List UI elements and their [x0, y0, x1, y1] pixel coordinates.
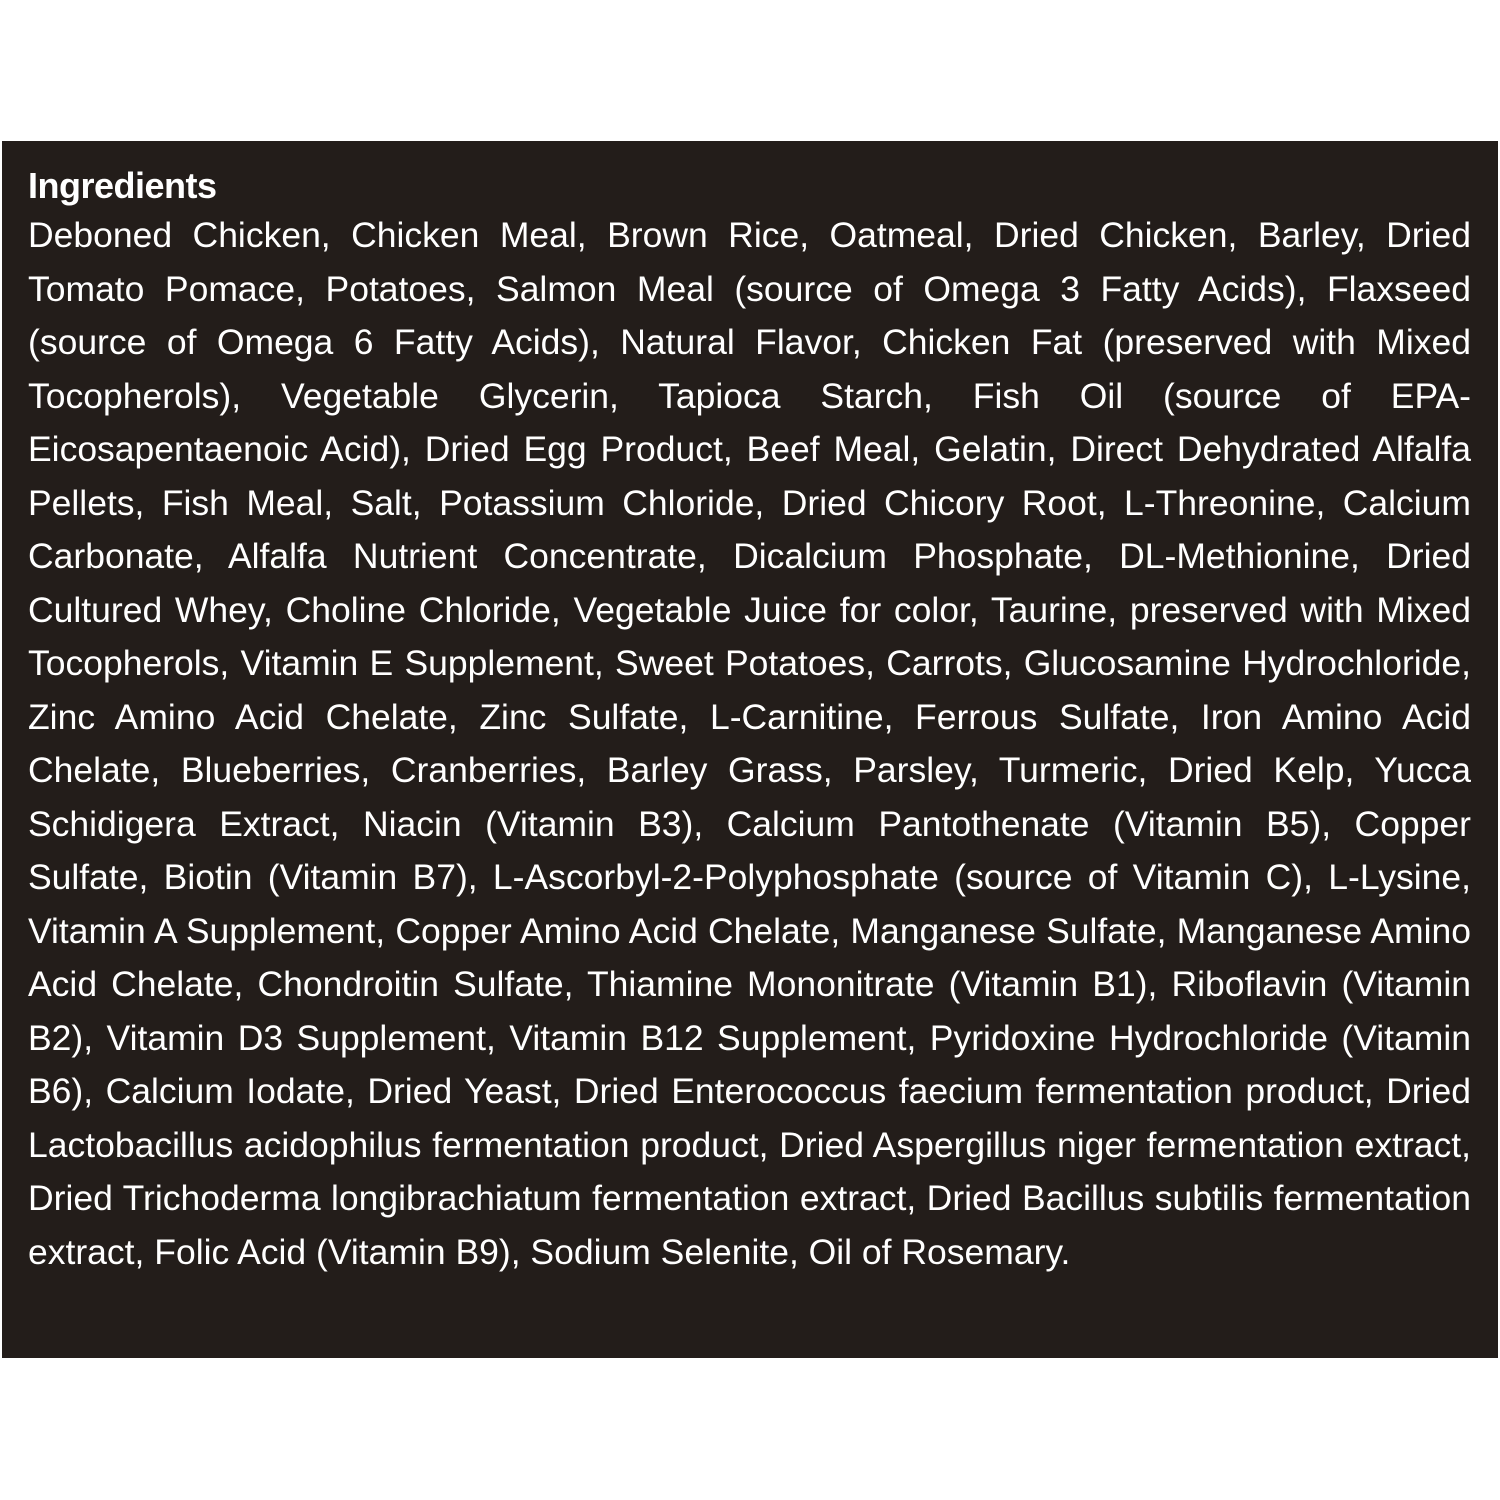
- ingredients-list: Deboned Chicken, Chicken Meal, Brown Rice, Oatmeal, Dried Chicken, Barley, Dried Tomato Pomace, Potatoes, Salmon Meal (source of Omega 3 Fatty Acids), Flaxseed (source of Omega 6 Fatty Acids), Natural Flavor, Chicken Fat (preserved with Mixed Tocopherols), Vegetable Glycerin, Tapioca Starch, Fish Oil (source of EPA-Eicosapentaenoic Acid), Dried Egg Product, Beef Meal, Gelatin, Direct Dehydrated Alfalfa Pellets, Fish Meal, Salt, Potassium Chloride, Dried Chicory Root, L-Threonine, Calcium Carbonate, Alfalfa Nutrient Concentrate, Dicalcium Phosphate, DL-Methionine, Dried Cultured Whey, Choline Chloride, Vegetable Juice for color, Taurine, preserved with Mixed Tocopherols, Vitamin E Supplement, Sweet Potatoes, Carrots, Glucosamine Hydrochloride, Zinc Amino Acid Chelate, Zinc Sulfate, L-Carnitine, Ferrous Sulfate, Iron Amino Acid Chelate, Blueberries, Cranberries, Barley Grass, Parsley, Turmeric, Dried Kelp, Yucca Schidigera Extract, Niacin (Vitamin B3), Calcium Pantothenate (Vitamin B5), Copper Sulfate, Biotin (Vitamin B7), L-Ascorbyl-2-Polyphosphate (source of Vitamin C), L-Lysine, Vitamin A Supplement, Copper Amino Acid Chelate, Manganese Sulfate, Manganese Amino Acid Chelate, Chondroitin Sulfate, Thiamine Mononitrate (Vitamin B1), Riboflavin (Vitamin B2), Vitamin D3 Supplement, Vitamin B12 Supplement, Pyridoxine Hydrochloride (Vitamin B6), Calcium Iodate, Dried Yeast, Dried Enterococcus faecium fermentation product, Dried Lactobacillus acidophilus fermentation product, Dried Aspergillus niger fermentation extract, Dried Trichoderma longibrachiatum fermentation extract, Dried Bacillus subtilis fermentation extract, Folic Acid (Vitamin B9), Sodium Selenite, Oil of Rosemary.: [28, 215, 1471, 1272]
- ingredients-panel: [2, 141, 1498, 1358]
- ingredients-title: Ingredients: [28, 165, 217, 206]
